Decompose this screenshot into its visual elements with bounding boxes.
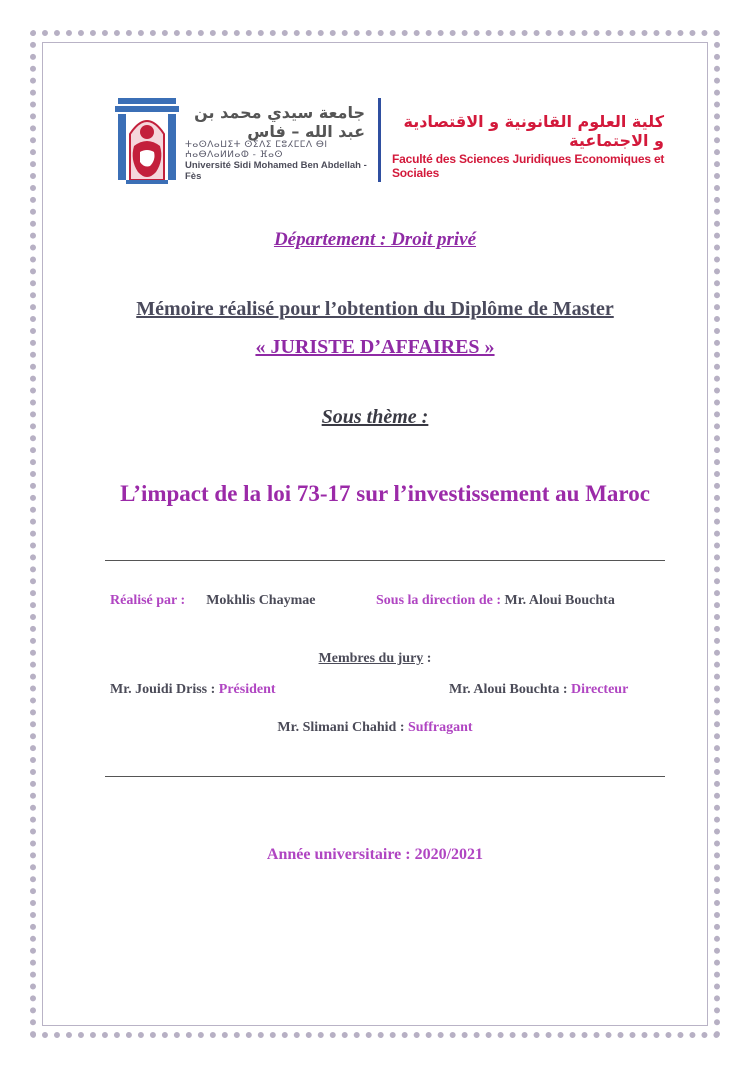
page-border-line bbox=[42, 42, 708, 1026]
department-heading: Département : Droit privé bbox=[273, 229, 477, 250]
jury-heading-label: Membres du jury bbox=[318, 651, 424, 666]
jury-member-role: Directeur bbox=[571, 682, 629, 697]
university-name-tifinagh: ⵜⴰⵙⴷⴰⵡⵉⵜ ⵙⵉⴷⵉ ⵎⵓⵃⵎⵎⴷ ⴱⵏ ⵄⴰⴱⴷⴰⵍⵍⴰⵀ - ⴼⴰⵙ bbox=[185, 140, 328, 160]
sous-theme-heading: Sous thème : bbox=[321, 406, 429, 428]
master-name: « JURISTE D’AFFAIRES » bbox=[255, 336, 495, 358]
header-separator bbox=[378, 98, 381, 182]
jury-member-name: Mr. Slimani Chahid bbox=[277, 720, 397, 735]
jury-member-name: Mr. Aloui Bouchta bbox=[449, 682, 560, 697]
jury-member-president: Mr. Jouidi Driss : Président bbox=[110, 682, 276, 697]
divider-top bbox=[105, 560, 665, 561]
university-logo-emblem bbox=[112, 94, 182, 186]
jury-member-name: Mr. Jouidi Driss bbox=[110, 682, 208, 697]
faculty-name-arabic: كلية العلوم القانونية و الاقتصادية و الاجتماعية bbox=[403, 112, 664, 150]
thesis-title: L’impact de la loi 73-17 sur l’investissement au Maroc bbox=[120, 481, 650, 506]
memoire-line: Mémoire réalisé pour l’obtention du Diplôme de Master bbox=[136, 298, 614, 320]
jury-heading-colon: : bbox=[423, 651, 432, 666]
university-name-arabic: جامعة سيدي محمد بن عبد الله – فاس bbox=[194, 103, 365, 141]
university-name-french: Université Sidi Mohamed Ben Abdellah - Fès bbox=[185, 160, 367, 182]
jury-member-directeur: Mr. Aloui Bouchta : Directeur bbox=[449, 682, 629, 697]
faculty-name-french: Faculté des Sciences Juridiques Economiques et Sociales bbox=[392, 152, 665, 180]
realise-label: Réalisé par : bbox=[110, 593, 186, 608]
direction-label: Sous la direction de : bbox=[376, 593, 501, 608]
jury-heading bbox=[0, 651, 750, 667]
jury-member-suffragant: Mr. Slimani Chahid : Suffragant bbox=[277, 720, 473, 735]
director-name: Mr. Aloui Bouchta bbox=[504, 593, 615, 608]
realise-par bbox=[110, 593, 315, 609]
direction bbox=[376, 593, 615, 609]
jury-member-role: Suffragant bbox=[408, 720, 473, 735]
jury-member-role: Président bbox=[218, 682, 276, 697]
divider-bottom bbox=[105, 776, 665, 777]
academic-year: Année universitaire : 2020/2021 bbox=[266, 846, 484, 863]
author-name: Mokhlis Chaymae bbox=[206, 593, 316, 608]
